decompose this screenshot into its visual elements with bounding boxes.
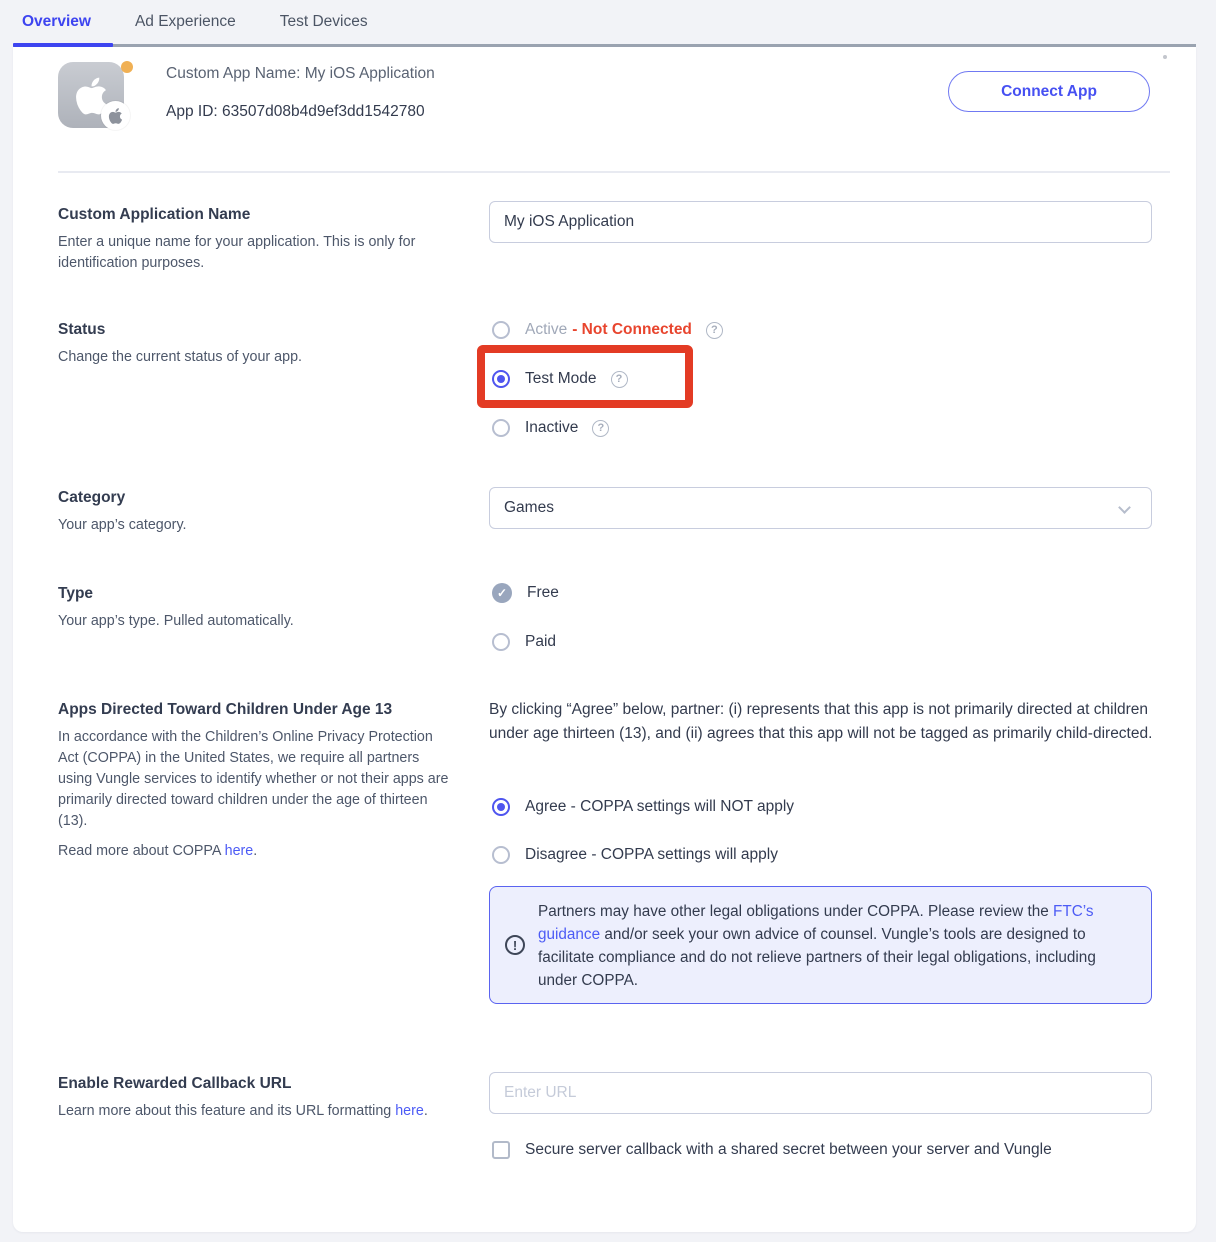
radio-paid[interactable] xyxy=(492,633,510,651)
disagree-label: Disagree - COPPA settings will apply xyxy=(525,846,778,863)
connect-app-button[interactable]: Connect App xyxy=(948,71,1150,112)
active-text: Active xyxy=(525,321,568,338)
app-icon xyxy=(58,62,124,128)
coppa-option-disagree[interactable] xyxy=(492,843,778,867)
status-active-label xyxy=(525,318,692,342)
not-connected-text: - Not Connected xyxy=(572,321,692,338)
callback-here-link[interactable]: here xyxy=(395,1103,424,1119)
custom-name-input[interactable] xyxy=(489,201,1152,243)
type-section-label xyxy=(58,582,463,632)
type-option-free xyxy=(492,581,559,605)
callback-title: Enable Rewarded Callback URL xyxy=(58,1075,292,1092)
status-description: Change the current status of your app. xyxy=(58,349,302,365)
notice-text-before: Partners may have other legal obligations under COPPA. Please review the xyxy=(538,903,1053,920)
coppa-notice-text xyxy=(538,900,1138,992)
free-label: Free xyxy=(527,584,559,601)
tab-test-devices[interactable]: Test Devices xyxy=(279,13,368,30)
test-mode-label: Test Mode xyxy=(525,370,597,387)
radio-disagree[interactable] xyxy=(492,846,510,864)
paid-label: Paid xyxy=(525,633,557,650)
secure-callback-label: Secure server callback with a shared secret between your server and Vungle xyxy=(525,1141,1052,1158)
coppa-title: Apps Directed Toward Children Under Age 13 xyxy=(58,701,393,718)
callback-desc-period: . xyxy=(423,1103,428,1119)
exclamation-circle-icon: ! xyxy=(505,935,525,955)
status-option-test-mode[interactable] xyxy=(492,367,628,391)
scroll-dot xyxy=(1163,55,1167,59)
app-id-line: App ID: 63507d08b4d9ef3dd1542780 xyxy=(166,103,425,120)
custom-name-description: Enter a unique name for your application. This is only for identification purposes. xyxy=(58,234,416,271)
tab-overview[interactable]: Overview xyxy=(22,13,91,30)
chevron-down-icon xyxy=(1118,501,1131,514)
tab-ad-experience[interactable]: Ad Experience xyxy=(134,13,236,30)
tab-bar xyxy=(22,13,368,31)
type-title: Type xyxy=(58,585,94,602)
radio-test-mode[interactable] xyxy=(492,370,510,388)
category-description: Your app’s category. xyxy=(58,517,187,533)
custom-app-name-line: Custom App Name: My iOS Application xyxy=(166,65,435,82)
status-option-active[interactable] xyxy=(492,318,723,342)
secure-callback-checkbox[interactable] xyxy=(492,1141,510,1159)
status-option-inactive[interactable] xyxy=(492,416,609,440)
coppa-option-agree[interactable] xyxy=(492,795,794,819)
callback-desc-text: Learn more about this feature and its URL formatting xyxy=(58,1103,396,1119)
custom-name-title: Custom Application Name xyxy=(58,206,251,223)
ftc-guidance-link[interactable]: FTC’s guidance xyxy=(538,903,1094,943)
type-option-paid[interactable] xyxy=(492,630,556,654)
help-icon[interactable]: ? xyxy=(611,371,628,388)
status-title: Status xyxy=(58,321,106,338)
callback-url-input[interactable] xyxy=(489,1072,1152,1114)
agree-label: Agree - COPPA settings will NOT apply xyxy=(525,798,795,815)
notice-text-after: and/or seek your own advice of counsel. Vungle’s tools are designed to facilitate compliance and do not relieve partners of their legal obligations, including under COPPA. xyxy=(538,926,1096,989)
category-selected-value: Games xyxy=(504,499,554,516)
secure-callback-option[interactable] xyxy=(492,1138,1120,1162)
category-title: Category xyxy=(58,489,126,506)
check-circle-icon: ✓ xyxy=(492,583,512,603)
help-icon[interactable]: ? xyxy=(592,420,609,437)
callback-section-label xyxy=(58,1072,463,1122)
coppa-read-more xyxy=(58,841,463,862)
coppa-description: In accordance with the Children’s Online Privacy Protection Act (COPPA) in the United States, we require all partners using Vungle services to identify whether or not their apps are primarily directed toward children under the age of thirteen (13). xyxy=(58,729,449,829)
radio-agree[interactable] xyxy=(492,798,510,816)
app-status-dot xyxy=(121,61,133,73)
radio-inactive[interactable] xyxy=(492,419,510,437)
category-section-label xyxy=(58,486,463,536)
coppa-notice-box xyxy=(489,886,1152,1004)
radio-active[interactable] xyxy=(492,321,510,339)
coppa-here-link[interactable]: here xyxy=(224,843,254,859)
read-more-text: Read more about COPPA xyxy=(58,843,225,859)
callback-description xyxy=(58,1101,450,1122)
platform-badge-icon xyxy=(101,101,130,130)
type-description: Your app’s type. Pulled automatically. xyxy=(58,613,294,629)
read-more-period: . xyxy=(253,843,258,859)
inactive-label: Inactive xyxy=(525,419,579,436)
active-tab-indicator xyxy=(13,43,113,47)
help-icon[interactable]: ? xyxy=(706,322,723,339)
category-select[interactable] xyxy=(489,487,1152,529)
header-divider xyxy=(58,171,1170,173)
coppa-agreement-text: By clicking “Agree” below, partner: (i) represents that this app is not primarily directed at children under age thirteen (13), and (ii) agrees that this app will not be tagged as primarily child-directed. xyxy=(489,701,1153,742)
overview-card xyxy=(13,47,1196,1232)
coppa-section-label xyxy=(58,698,463,862)
status-section-label xyxy=(58,318,463,368)
custom-name-section-label xyxy=(58,203,463,274)
